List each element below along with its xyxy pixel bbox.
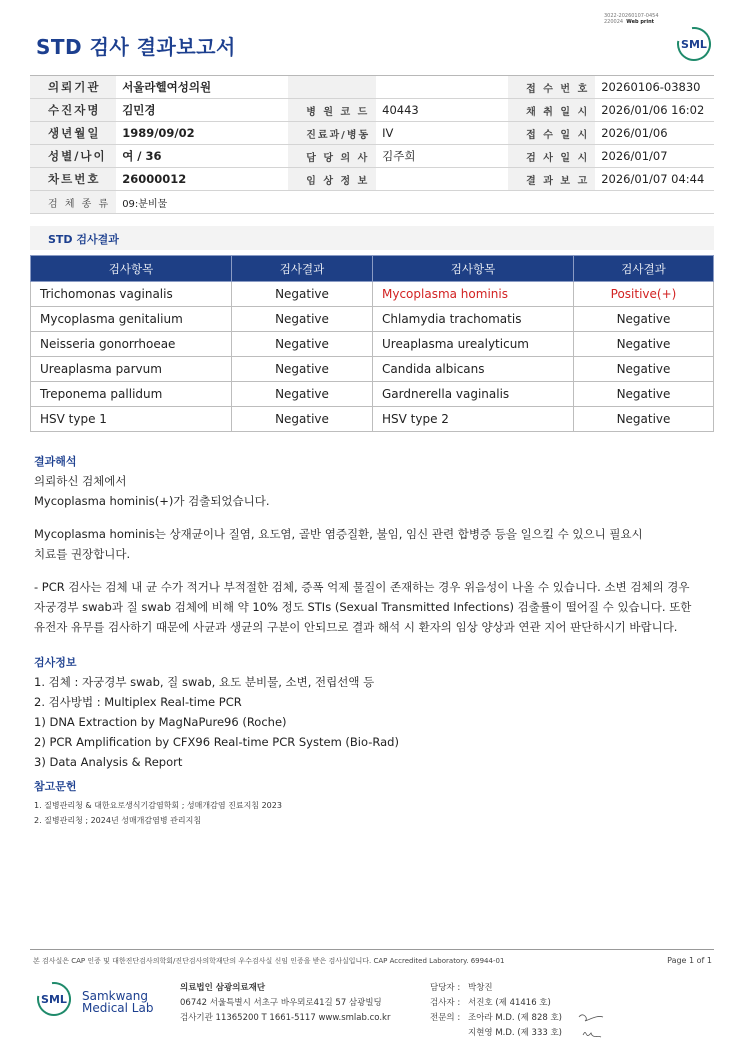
footer-divider <box>30 949 714 950</box>
info-value <box>376 76 508 99</box>
info-label: 접 수 일 시 <box>508 122 595 145</box>
info-label: 결 과 보 고 <box>508 168 595 191</box>
col-header-result-2: 검사결과 <box>574 256 714 282</box>
result-row <box>31 357 714 382</box>
test-item: Treponema pallidum <box>31 382 232 407</box>
info-label: 성별/나이 <box>30 145 116 168</box>
test-result: Positive(+) <box>574 282 714 307</box>
test-result: Negative <box>574 357 714 382</box>
references-title: 참고문헌 <box>34 780 77 793</box>
page-number: Page 1 of 1 <box>667 956 712 965</box>
test-item: Chlamydia trachomatis <box>373 307 574 332</box>
info-label: 수진자명 <box>30 99 116 122</box>
test-result: Negative <box>232 407 373 432</box>
info-label: 채 취 일 시 <box>508 99 595 122</box>
specimen-value: 09:분비물 <box>116 191 714 214</box>
col-header-item-2: 검사항목 <box>373 256 574 282</box>
info-value: 김민경 <box>116 99 288 122</box>
info-row <box>30 76 714 99</box>
info-value: 40443 <box>376 99 508 122</box>
result-row <box>31 382 714 407</box>
interpretation-paragraph-3: - PCR 검사는 검체 내 균 수가 적거나 부적절한 검체, 증폭 억제 물질이 존재하는 경우 위음성이 나올 수 있습니다. 소변 검체의 경우 자궁경부 swab과 질 swab 검체에 비해 약 10% 정도 STIs (Sexual Transmitted Infections) 검출률이 떨어질 수 있습니다. 또한 유전자 유무를 검사하기 때문에 사균과 생균의 구분이 안되므로 결과 해석 시 환자의 임상 양상과 연관 지어 판단하시기 바랍니다. <box>34 580 692 634</box>
references-list: 1. 질병관리청 & 대한요로생식기감염학회 ; 성매개감염 진료지침 2023 2. 질병관리청 ; 2024년 성매개감염병 관리지침 <box>34 801 282 825</box>
svg-text:SML: SML <box>41 993 67 1006</box>
info-label: 의뢰기관 <box>30 76 116 99</box>
footer-brand-name: Samkwang Medical Lab <box>82 989 154 1015</box>
report-title: STD 검사 결과보고서 <box>36 35 236 59</box>
result-row <box>31 307 714 332</box>
info-value: 여 / 36 <box>116 145 288 168</box>
cap-accreditation-note: 본 검사실은 CAP 인증 및 대한진단검사의학회/진단검사의학재단의 우수검사실 신임 인증을 받은 검사실입니다. CAP Accredited Laboratory. 69944-01 <box>33 957 505 965</box>
test-item: Ureaplasma urealyticum <box>373 332 574 357</box>
test-item: Mycoplasma hominis <box>373 282 574 307</box>
results-table <box>30 255 714 432</box>
footer-org-info: 의료법인 삼광의료재단 06742 서울특별시 서초구 바우뫼로41길 57 삼광빌딩 검사기관 11365200 T 1661-5117 www.smlab.co.kr <box>180 983 391 1023</box>
info-value: 2026/01/06 <box>595 122 714 145</box>
result-row <box>31 407 714 432</box>
info-label: 진료과/병동 <box>288 122 376 145</box>
signature-image <box>577 1009 607 1045</box>
test-result: Negative <box>232 357 373 382</box>
test-info-list: 1. 검체 : 자궁경부 swab, 질 swab, 요도 분비물, 소변, 전립선액 등 2. 검사방법 : Multiplex Real-time PCR 1) DNA Extraction by MagNaPure96 (Roche) 2) PCR Amplification by CFX96 Real-time PCR System (Bio-Rad) 3) Data Analysis & Report <box>34 675 399 769</box>
print-code: 3022-20260107-0454 220024 Web print <box>604 13 659 25</box>
specimen-label: 검 체 종 류 <box>30 191 116 214</box>
info-label: 담 당 의 사 <box>288 145 376 168</box>
col-header-item: 검사항목 <box>31 256 232 282</box>
interpretation-paragraph-2: Mycoplasma hominis는 상재균이나 질염, 요도염, 골반 염증질환, 불임, 임신 관련 합병증 등을 일으킬 수 있으니 필요시 치료를 권장합니다. <box>34 527 643 561</box>
test-result: Negative <box>574 382 714 407</box>
test-item: Trichomonas vaginalis <box>31 282 232 307</box>
info-value: 2026/01/07 04:44 <box>595 168 714 191</box>
test-item: Ureaplasma parvum <box>31 357 232 382</box>
info-label <box>288 76 376 99</box>
patient-info-table <box>30 75 714 214</box>
footer-sml-logo <box>36 981 72 1017</box>
info-label: 생년월일 <box>30 122 116 145</box>
info-label: 차트번호 <box>30 168 116 191</box>
info-value: 2026/01/07 <box>595 145 714 168</box>
test-item: Gardnerella vaginalis <box>373 382 574 407</box>
test-result: Negative <box>574 407 714 432</box>
svg-text:SML: SML <box>681 38 707 51</box>
test-item: Candida albicans <box>373 357 574 382</box>
info-value: 김주희 <box>376 145 508 168</box>
test-result: Negative <box>574 307 714 332</box>
test-result: Negative <box>232 332 373 357</box>
info-label: 접 수 번 호 <box>508 76 595 99</box>
info-value: 2026/01/06 16:02 <box>595 99 714 122</box>
test-info-title: 검사정보 <box>34 656 77 669</box>
sml-logo <box>676 26 712 62</box>
results-section-header: STD 검사결과 <box>30 226 714 250</box>
info-value: 1989/09/02 <box>116 122 288 145</box>
info-value <box>376 168 508 191</box>
test-result: Negative <box>574 332 714 357</box>
interpretation-text: 의뢰하신 검체에서 Mycoplasma hominis(+)가 검출되었습니다. <box>34 474 270 508</box>
test-item: Neisseria gonorrhoeae <box>31 332 232 357</box>
result-row <box>31 282 714 307</box>
info-row <box>30 145 714 168</box>
test-result: Negative <box>232 282 373 307</box>
test-result: Negative <box>232 307 373 332</box>
info-label: 임 상 정 보 <box>288 168 376 191</box>
interpretation-title: 결과해석 <box>34 455 77 468</box>
result-row <box>31 332 714 357</box>
info-label: 병 원 코 드 <box>288 99 376 122</box>
info-row-specimen <box>30 191 714 214</box>
test-item: Mycoplasma genitalium <box>31 307 232 332</box>
test-item: HSV type 2 <box>373 407 574 432</box>
col-header-result: 검사결과 <box>232 256 373 282</box>
test-result: Negative <box>232 382 373 407</box>
info-row <box>30 122 714 145</box>
info-value: 서울라헬여성의원 <box>116 76 288 99</box>
info-value: IV <box>376 122 508 145</box>
info-value: 20260106-03830 <box>595 76 714 99</box>
info-label: 검 사 일 시 <box>508 145 595 168</box>
info-row <box>30 168 714 191</box>
info-value: 26000012 <box>116 168 288 191</box>
test-item: HSV type 1 <box>31 407 232 432</box>
info-row <box>30 99 714 122</box>
footer-staff: 담당자 : 박창진 검사자 : 서진호 (제 41416 호) 전문의 : 조아라 M.D. (제 828 호) 지현영 M.D. (제 333 호) <box>430 983 563 1038</box>
